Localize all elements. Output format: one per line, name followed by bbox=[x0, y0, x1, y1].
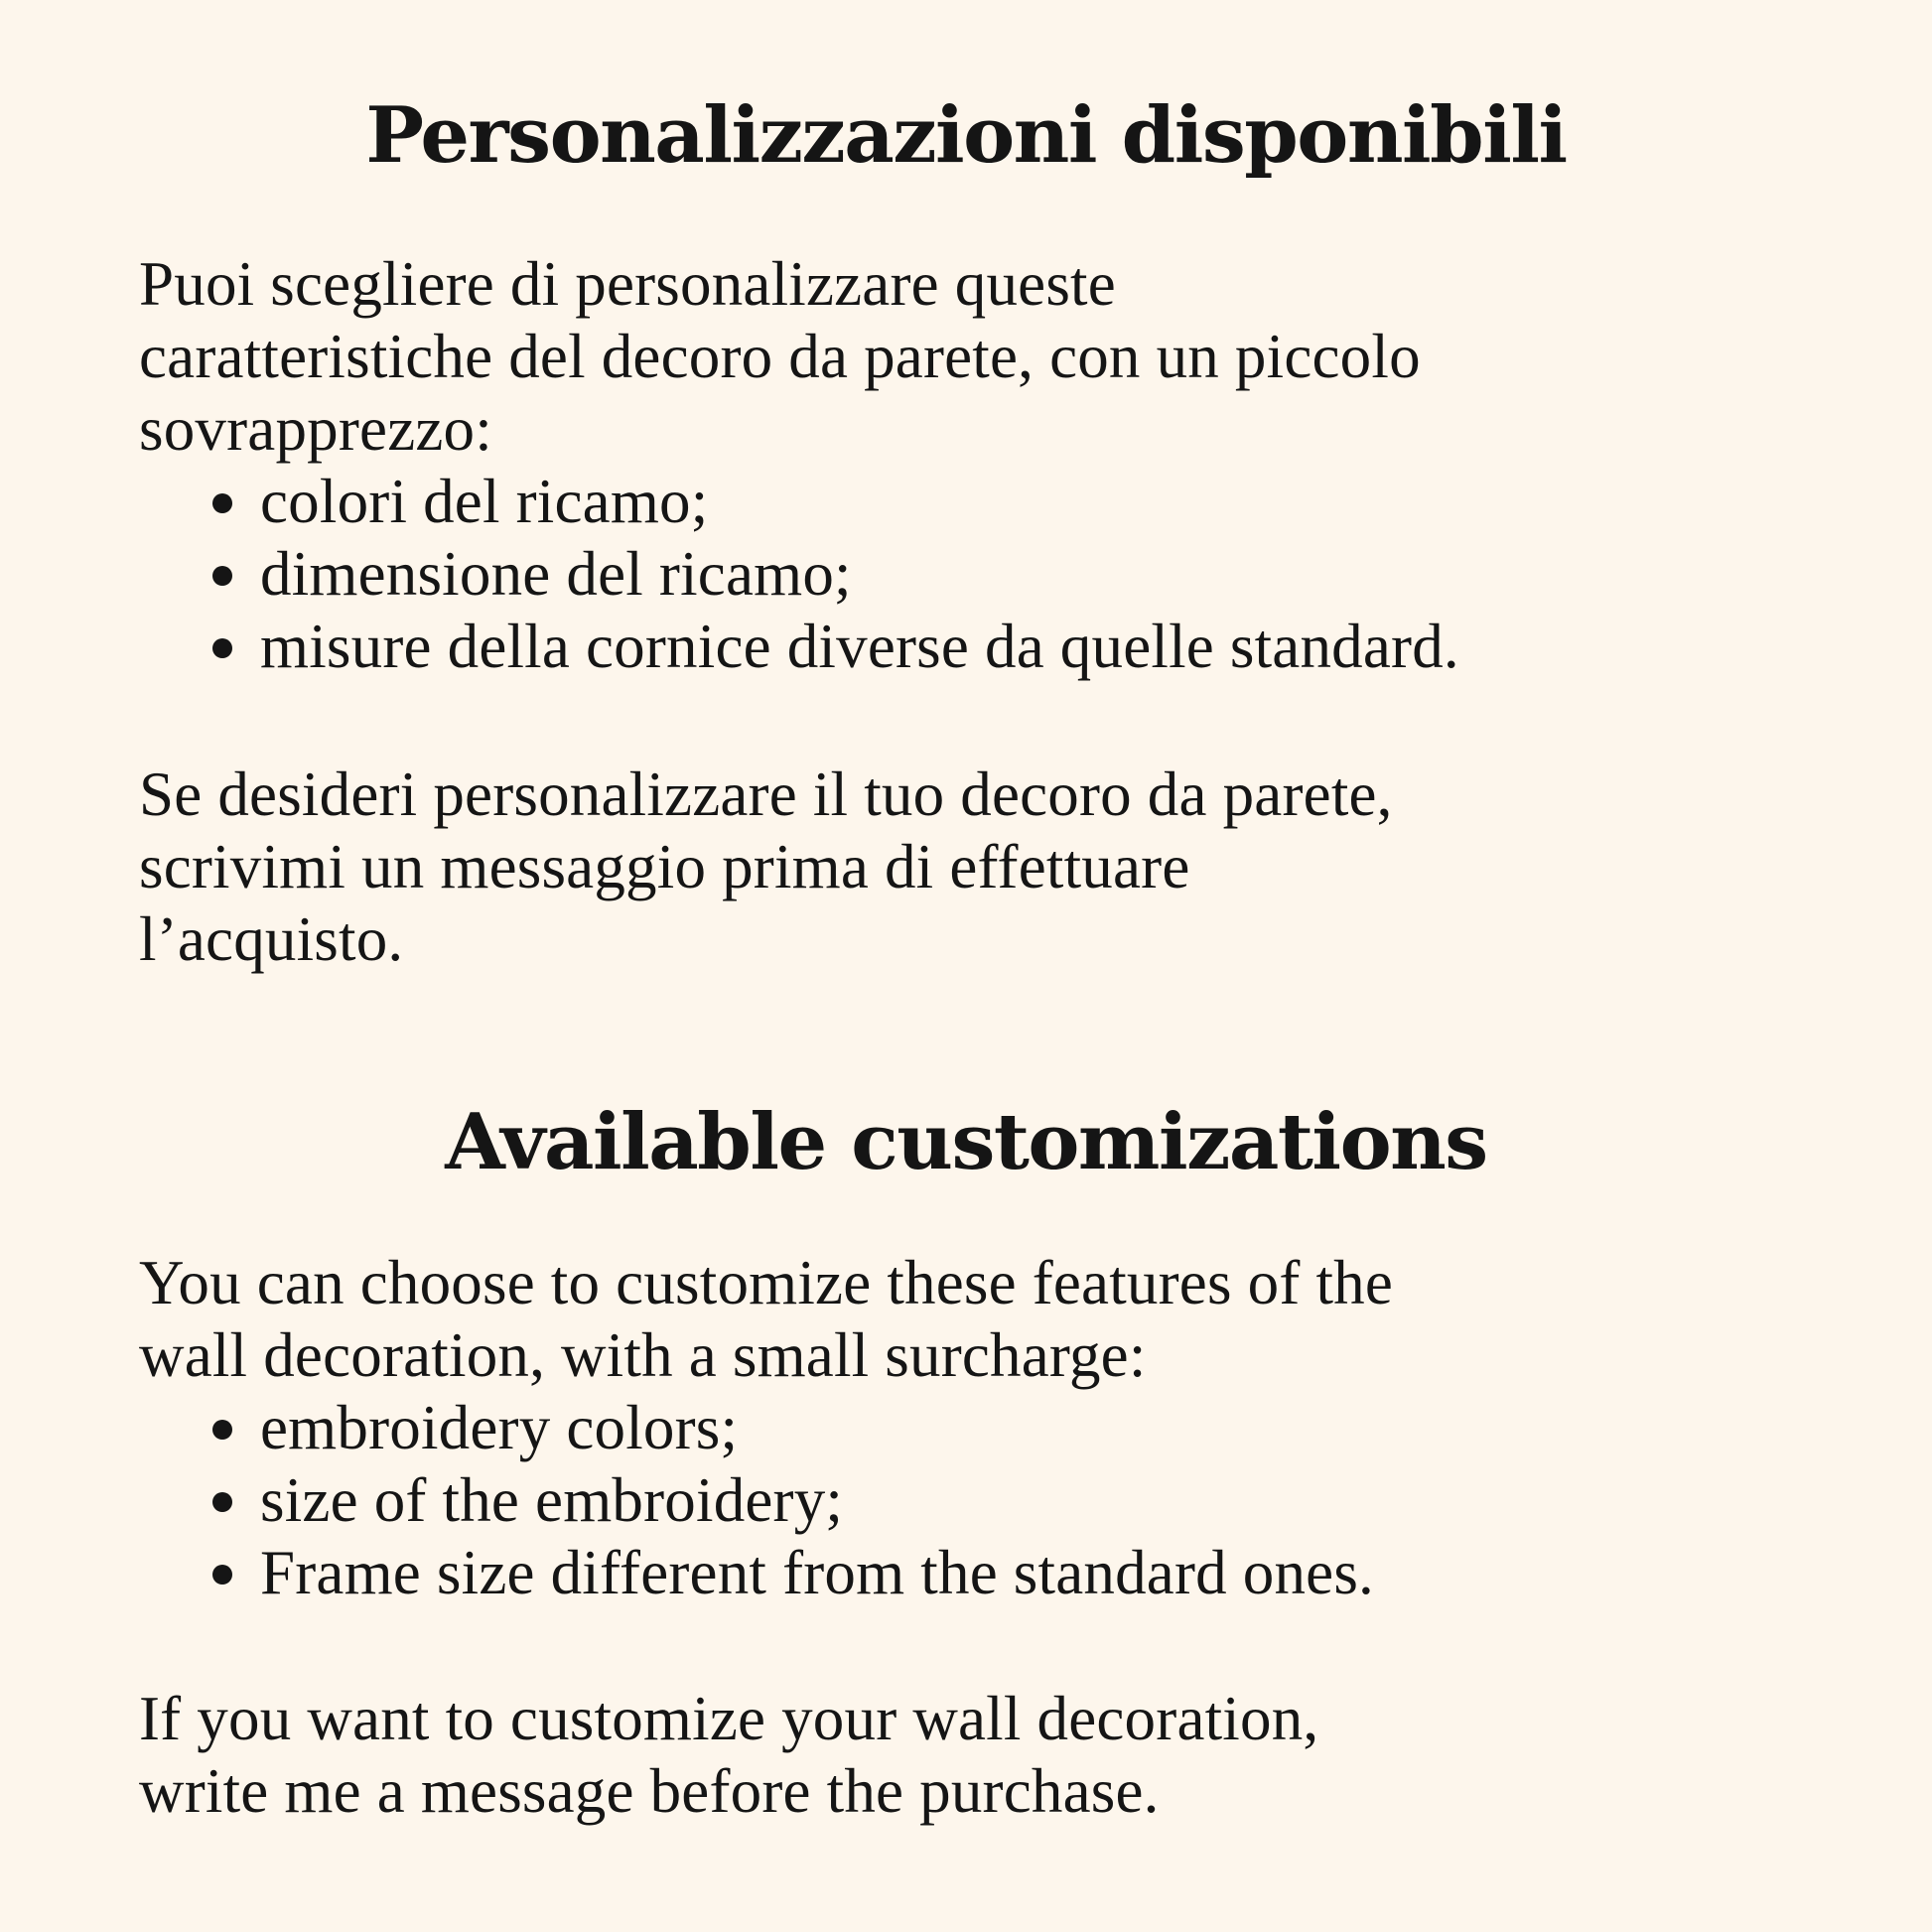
english-intro-line: wall decoration, with a small surcharge: bbox=[139, 1320, 1147, 1390]
list-item bbox=[139, 611, 1886, 683]
english-options-list bbox=[139, 1392, 1886, 1609]
list-item-text: embroidery colors; bbox=[260, 1393, 739, 1462]
english-cta-line: If you want to customize your wall decoration, bbox=[139, 1684, 1319, 1753]
bullet-icon bbox=[212, 638, 232, 658]
bullet-icon bbox=[212, 1492, 232, 1512]
italian-cta-line: Se desideri personalizzare il tuo decoro da parete, bbox=[139, 759, 1393, 829]
list-item-text: colori del ricamo; bbox=[260, 467, 709, 536]
italian-intro-line: Puoi scegliere di personalizzare queste bbox=[139, 249, 1116, 319]
bullet-icon bbox=[212, 1420, 232, 1440]
list-item bbox=[139, 1464, 1886, 1537]
list-item-text: misure della cornice diverse da quelle standard. bbox=[260, 612, 1459, 681]
list-item bbox=[139, 1537, 1886, 1609]
italian-intro-section bbox=[139, 248, 1886, 683]
bullet-icon bbox=[212, 1565, 232, 1585]
list-item bbox=[139, 538, 1886, 611]
italian-intro-line: caratteristiche del decoro da parete, con un piccolo bbox=[139, 322, 1421, 391]
italian-cta-section bbox=[139, 759, 1886, 976]
italian-heading: Personalizzazioni disponibili bbox=[365, 90, 1567, 181]
bullet-icon bbox=[212, 566, 232, 586]
list-item-text: size of the embroidery; bbox=[260, 1465, 844, 1535]
english-intro-section bbox=[139, 1247, 1886, 1609]
english-intro-line: You can choose to customize these features of the bbox=[139, 1248, 1394, 1317]
italian-cta-line: l’acquisto. bbox=[139, 904, 404, 974]
italian-options-list bbox=[139, 466, 1886, 683]
english-cta-line: write me a message before the purchase. bbox=[139, 1756, 1160, 1826]
list-item bbox=[139, 1392, 1886, 1464]
bullet-icon bbox=[212, 493, 232, 513]
italian-cta-line: scrivimi un messaggio prima di effettuare bbox=[139, 832, 1190, 901]
english-cta-section bbox=[139, 1683, 1886, 1828]
italian-intro-line: sovrapprezzo: bbox=[139, 394, 492, 464]
english-heading: Available customizations bbox=[445, 1097, 1487, 1187]
list-item-text: Frame size different from the standard ones. bbox=[260, 1538, 1375, 1607]
list-item-text: dimensione del ricamo; bbox=[260, 539, 852, 609]
list-item bbox=[139, 466, 1886, 538]
